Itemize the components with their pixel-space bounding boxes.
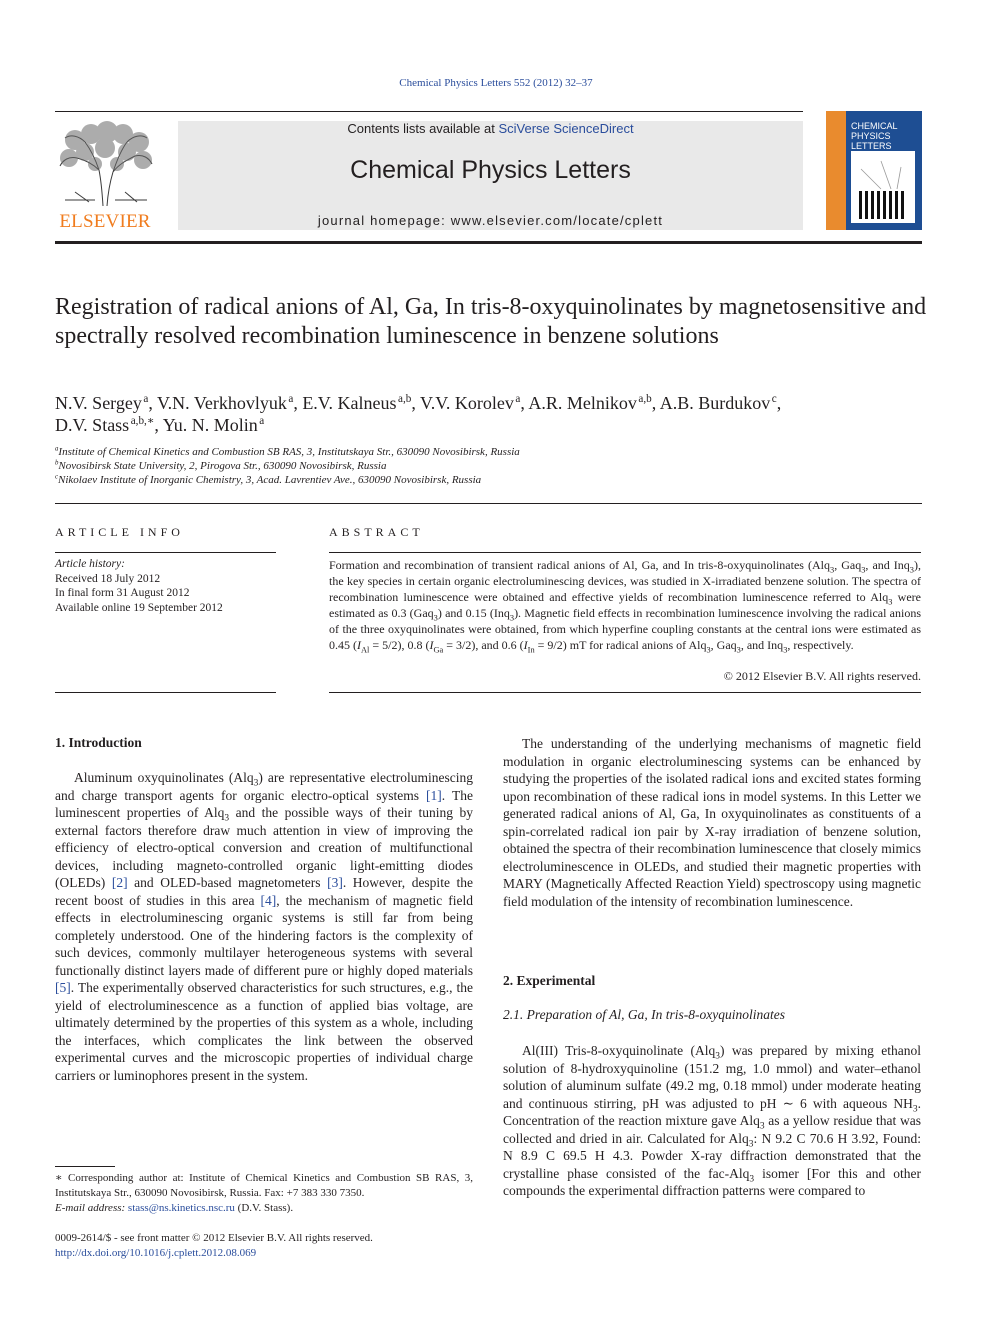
abstract-span: , and Inq bbox=[740, 638, 784, 652]
author-affiliation-marker[interactable]: a bbox=[515, 393, 521, 405]
email-link[interactable]: stass@ns.kinetics.nsc.ru bbox=[127, 1202, 235, 1214]
author-list: N.V. Sergey $^a$, V.N. Verkhovlyuk $^a$, E.V. Kalneus $^{a,b}$, V.V. Korolev $^a$, A.R. Melnikov $^{a,b}$, A.B. Burdukov $^c$, D.V. Stass $^{a,b,∗}$, Yu. N. Molin $^a$ bbox=[55, 393, 782, 435]
reference-link[interactable]: [2] bbox=[111, 875, 128, 890]
contents-prefix: Contents lists available at bbox=[347, 121, 499, 136]
author-name[interactable]: N.V. Sergey bbox=[55, 393, 142, 413]
reference-link[interactable]: [5] bbox=[55, 980, 71, 995]
reference-link[interactable]: [3] bbox=[327, 875, 343, 890]
cover-illustration bbox=[851, 151, 915, 223]
affiliation-key: b bbox=[55, 459, 59, 467]
footnote-text: ∗ Corresponding author at: Institute of Chemical Kinetics and Combustion SB RAS, 3, Institutskaya Str., 630090 Novosibirsk, Russia. Fax: +7 383 330 7350. bbox=[55, 1172, 473, 1199]
sciencedirect-link[interactable]: SciVerse ScienceDirect bbox=[498, 121, 634, 136]
introduction-body bbox=[55, 769, 473, 1084]
masthead-rule bbox=[55, 241, 922, 244]
author-affiliation-marker[interactable]: a bbox=[143, 393, 149, 405]
author-affiliation-marker[interactable]: a bbox=[259, 415, 265, 427]
introduction-paragraph bbox=[55, 769, 473, 1084]
article-history bbox=[55, 557, 276, 615]
author-name[interactable]: A.R. Melnikov bbox=[528, 393, 637, 413]
abstract-span: = 9/2) mT for radical anions of Alq bbox=[534, 638, 707, 652]
author-affiliation-marker[interactable]: a,b,∗ bbox=[130, 415, 155, 427]
subscript-3: 3 bbox=[861, 565, 866, 575]
top-rule bbox=[55, 111, 803, 112]
abstract-rule-top bbox=[329, 552, 921, 553]
reference-link[interactable]: [4] bbox=[260, 892, 277, 908]
received-date: Received 18 July 2012 bbox=[55, 572, 161, 585]
cover-title-line3: LETTERS bbox=[851, 141, 892, 151]
author-name[interactable]: D.V. Stass bbox=[55, 415, 130, 435]
subscript-3: 3 bbox=[224, 813, 230, 824]
abstract-heading: ABSTRACT bbox=[329, 525, 424, 539]
article-title: Registration of radical anions of Al, Ga, In tris-8-oxyquinolinates by magnetosensitive and spectrally resolved recombination luminescence in benzene solutions bbox=[55, 294, 927, 349]
affiliation-b bbox=[55, 460, 935, 472]
issn-line: 0009-2614/$ - see front matter © 2012 Elsevier B.V. All rights reserved. bbox=[55, 1232, 373, 1244]
text-span: . Concentration of the reaction mixture gave Alq bbox=[503, 1095, 921, 1128]
text-span: : N 9.2 C 70.6 H 3.92, Found: N 8.9 C 69.5 H 4.3. Powder X-ray diffraction demonstrated that the crystalline phase consisted of the fac-Alq bbox=[503, 1130, 921, 1181]
experimental-heading: 2. Experimental bbox=[503, 973, 596, 988]
journal-homepage[interactable]: journal homepage: www.elsevier.com/locate/cplett bbox=[317, 213, 664, 228]
page-bottom-info bbox=[55, 1231, 473, 1260]
text-span: , the mechanism of magnetic field effects in electroluminescing organic systems is still far from being completely understood. One of the hindering factors is the complexity of such devices, commonly multilayer heterogeneous systems with several functionally distinct layers made of different pure or highly doped materials bbox=[55, 892, 474, 978]
cover-strip bbox=[826, 111, 846, 230]
abstract-span: , Gaq bbox=[710, 638, 737, 652]
author-name[interactable]: Yu. N. Molin bbox=[162, 415, 258, 435]
email-owner: (D.V. Stass). bbox=[234, 1202, 294, 1214]
abstract-span: ) and 0.15 (Inq bbox=[437, 606, 510, 620]
affiliation-text: Novosibirsk State University, 2, Pirogova Str., 630090 Novosibirsk, Russia bbox=[58, 460, 387, 472]
spin-symbol: I bbox=[429, 638, 434, 652]
subscript-3: 3 bbox=[909, 565, 914, 575]
abstract-span: = 3/2), and 0.6 ( bbox=[443, 638, 524, 652]
preparation-subheading: 2.1. Preparation of Al, Ga, In tris-8-oxyquinolinates bbox=[503, 1007, 785, 1022]
journal-reference[interactable]: Chemical Physics Letters 552 (2012) 32–37 bbox=[399, 77, 593, 89]
text-span: and the possible ways of their tuning by external factors therefore draw much attention in view of improving the efficiency of electro-optical conversion and creation of multifunctional devices, including magneto-controlled organic light-emitting diodes (OLEDs) bbox=[55, 805, 473, 890]
preparation-body bbox=[503, 1042, 921, 1200]
text-span: Al(III) Tris-8-oxyquinolinate (Alq bbox=[522, 1043, 716, 1058]
subscript-3: 3 bbox=[830, 565, 835, 575]
cover-title-line1: CHEMICAL bbox=[851, 121, 898, 131]
text-span: . However, despite the recent boost of studies in this area bbox=[55, 875, 474, 908]
spin-symbol: I bbox=[523, 638, 528, 652]
text-span: and OLED-based magnetometers bbox=[127, 875, 328, 890]
abstract-span: ), the key species in certain organic electroluminescing devices, was studied in X-irradiated benzene solution. The spectra of recombination luminescence were obtained and effective yields of recombination luminescence referred to Alq bbox=[329, 558, 921, 604]
author-affiliation-marker[interactable]: a,b bbox=[398, 393, 412, 405]
reference-link[interactable]: [1] bbox=[426, 787, 442, 803]
affiliation-c bbox=[55, 474, 935, 486]
text-span: isomer [For this and other compounds the experimental diffraction patterns were compared to bbox=[503, 1165, 921, 1198]
subscript-3: 3 bbox=[888, 597, 893, 607]
affiliation-key: c bbox=[55, 473, 59, 481]
spin-symbol: I bbox=[357, 638, 361, 652]
cover-title-line2: PHYSICS bbox=[851, 131, 891, 141]
text-span: . The luminescent properties of Alq bbox=[55, 787, 473, 820]
author-name[interactable]: A.B. Burdukov bbox=[659, 393, 771, 413]
text-span: Aluminum oxyquinolinates (Alq bbox=[74, 770, 254, 785]
subscript-3: 3 bbox=[783, 645, 788, 655]
cover-title bbox=[851, 121, 898, 151]
author-affiliation-marker[interactable]: c bbox=[771, 393, 777, 405]
abstract-copyright: © 2012 Elsevier B.V. All rights reserved. bbox=[723, 669, 921, 683]
cover-bars-graphic bbox=[851, 151, 915, 223]
author-affiliation-marker[interactable]: a,b bbox=[638, 393, 652, 405]
front-matter-rule bbox=[55, 503, 922, 504]
contents-line bbox=[178, 121, 803, 136]
subscript-3: 3 bbox=[715, 1051, 720, 1062]
subscript-3: 3 bbox=[433, 613, 438, 623]
corresponding-author-footnote bbox=[55, 1171, 473, 1216]
footnote-rule bbox=[55, 1166, 115, 1167]
article-info-rule-top bbox=[55, 552, 276, 553]
history-label: Article history: bbox=[55, 558, 125, 570]
abstract-span: , Gaq bbox=[834, 558, 862, 572]
preparation-paragraph bbox=[503, 1042, 921, 1200]
right-column-intro bbox=[503, 735, 921, 910]
introduction-heading: 1. Introduction bbox=[55, 735, 142, 750]
abstract-span: Formation and recombination of transient radical anions of Al, Ga, and In tris-8-oxyquinolinates (Alq bbox=[329, 558, 830, 572]
text-span: ) was prepared by mixing ethanol solution of 8-hydroxyquinoline (151.2 mg, 1.0 mmol) and water–ethanol solution of aluminum sulfate (49.2 mg, 0.18 mmol) under moderate heating and continuous stirring, pH was adjusted to pH ∼ 6 with aqueous NH bbox=[503, 1043, 922, 1111]
abstract-span: , respectively. bbox=[787, 638, 854, 652]
abstract-text bbox=[329, 557, 921, 653]
online-date: Available online 19 September 2012 bbox=[55, 601, 223, 614]
text-span: as a yellow residue that was collected and dried in air. Calculated for Alq bbox=[503, 1113, 921, 1146]
subscript-al: Al bbox=[361, 645, 370, 655]
subscript-ga: Ga bbox=[433, 645, 444, 655]
affiliation-a bbox=[55, 446, 935, 458]
text-span: . The experimentally observed characteristics for such structures, e.g., the yield of electroluminescence as a function of applied bias voltage, are ultimately determined by the properties of this system as a whole, including the interfaces, which complicates the link between the observed experimental curves and the microscopic properties of individual charge carriers or luminophores present in the system. bbox=[55, 980, 473, 1083]
affiliation-key: a bbox=[55, 445, 59, 453]
subscript-3: 3 bbox=[912, 1104, 918, 1115]
author-name[interactable]: V.V. Korolev bbox=[420, 393, 514, 413]
journal-cover-thumbnail[interactable] bbox=[826, 111, 922, 230]
abstract-span: ). Magnetic field effects in recombination luminescence involving the radical anions of the three oxyquinolinates were obtained, from which hyperfine coupling constants at the central ions were estimated as 0.45 ( bbox=[329, 606, 921, 652]
subscript-3: 3 bbox=[736, 645, 741, 655]
subscript-3: 3 bbox=[706, 645, 711, 655]
abstract-span: were estimated as 0.3 (Gaq bbox=[329, 590, 921, 620]
subscript-3: 3 bbox=[509, 613, 515, 623]
subscript-3: 3 bbox=[749, 1174, 755, 1185]
article-info-heading: ARTICLE INFO bbox=[55, 525, 184, 539]
author-name[interactable]: V.N. Verkhovlyuk bbox=[157, 393, 287, 413]
email-label: E-mail address: bbox=[55, 1202, 128, 1214]
abstract-rule-bottom bbox=[329, 692, 921, 693]
journal-title: Chemical Physics Letters bbox=[350, 156, 631, 184]
footnote-email-line bbox=[55, 1201, 473, 1216]
subscript-in: In bbox=[527, 645, 535, 655]
affiliation-text: Institute of Chemical Kinetics and Combustion SB RAS, 3, Institutskaya Str., 630090 Novosibirsk, Russia bbox=[58, 446, 520, 458]
abstract-span: , and Inq bbox=[865, 558, 910, 572]
elsevier-wordmark: ELSEVIER bbox=[59, 211, 151, 232]
abstract-span: = 5/2), 0.8 ( bbox=[369, 638, 430, 652]
doi-link[interactable]: http://dx.doi.org/10.1016/j.cplett.2012.08.069 bbox=[55, 1246, 257, 1259]
subscript-3: 3 bbox=[253, 778, 259, 789]
author-name[interactable]: E.V. Kalneus bbox=[302, 393, 397, 413]
subscript-3: 3 bbox=[759, 1121, 765, 1132]
author-affiliation-marker[interactable]: a bbox=[288, 393, 294, 405]
article-info-rule-bottom bbox=[55, 692, 276, 693]
subscript-3: 3 bbox=[748, 1139, 754, 1150]
text-span: ) are representative electroluminescing and charge transport agents for organic electro-optical systems bbox=[55, 770, 473, 803]
affiliation-text: Nikolaev Institute of Inorganic Chemistry, 3, Acad. Lavrentiev Ave., 630090 Novosibirsk, Russia bbox=[58, 474, 482, 486]
final-form-date: In final form 31 August 2012 bbox=[55, 587, 190, 599]
introduction-paragraph-2: The understanding of the underlying mechanisms of magnetic field modulation in organic electroluminescing systems can be enhanced by studying the properties of the isolated radical ions and excited states forming upon recombination of these radical ions in model systems. In this Letter we generated radical anions of Al, Ga, In oxyquinolinates as constituents of a spin-correlated radical ion pair by X-ray irradiation of benzene solution, obtained the spectra of their recombination luminescence that closely mimics electroluminescence in OLEDs, and studied their magnetic properties with MARY (Magnetically Affected Reaction Yield) spectroscopy using magnetic field modulation of the intensity of recombination luminescence. bbox=[503, 736, 921, 909]
